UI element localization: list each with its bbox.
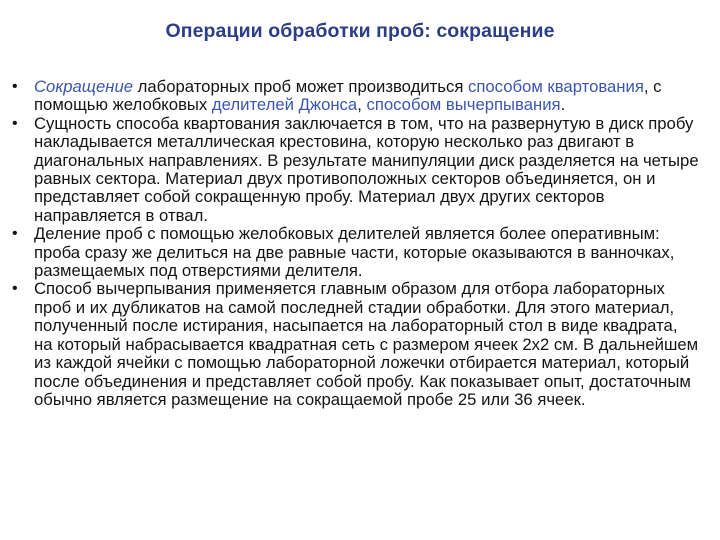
bullet-item	[0, 78, 720, 115]
bullet-text: Способ вычерпывания применяется главным образом для отбора лабораторных проб и их дубликатов на самой последней стадии обработки. Для этого материал, полученный после истирания, насыпается на лабораторный стол в виде квадрата, на который набрасывается квадратная сеть с размером ячеек 2х2 см. В дальнейшем из каждой ячейки с помощью лабораторной ложечки отбирается материал, который после объединения и представляет собой пробу. Как показывает опыт, достаточным обычно является размещение на сокращаемой пробе 25 или 36 ячеек.	[34, 279, 699, 409]
bullet-text: , с помощью желобковых	[34, 77, 662, 115]
highlighted-term: способом вычерпывания	[366, 95, 561, 115]
bullet-text: ,	[357, 95, 367, 115]
bullet-item	[0, 225, 720, 280]
bullet-text: .	[560, 95, 566, 115]
slide-title: Операции обработки проб: сокращение	[165, 20, 555, 42]
bullet-marker: •	[12, 225, 18, 243]
bullet-marker: •	[12, 114, 18, 132]
bullet-marker: •	[12, 78, 18, 95]
slide-content	[0, 78, 720, 409]
bullet-list	[0, 78, 720, 409]
bullet-marker: •	[12, 280, 18, 298]
bullet-item	[0, 115, 720, 225]
highlighted-term: Сокращение	[34, 77, 134, 96]
highlighted-term: делителей Джонса	[211, 95, 358, 115]
bullet-item	[0, 280, 720, 409]
bullet-text: Деление проб с помощью желобковых делителей является более оперативным: проба сразу же делиться на две равные части, которые оказываются в ванночках, размещаемых под отверстиями делителя.	[34, 224, 675, 281]
highlighted-term: способом квартования	[468, 77, 644, 96]
bullet-text: лабораторных проб может производиться	[133, 77, 469, 96]
bullet-text: Сущность способа квартования заключается в том, что на развернутую в диск пробу накладывается металлическая крестовина, которую несколько раз двигают в диагональных направлениях. В результате манипуляции диск разделяется на четыре равных сектора. Материал двух противоположных секторов объединяется, он и представляет собой сокращенную пробу. Материал двух других секторов направляется в отвал.	[34, 113, 699, 225]
